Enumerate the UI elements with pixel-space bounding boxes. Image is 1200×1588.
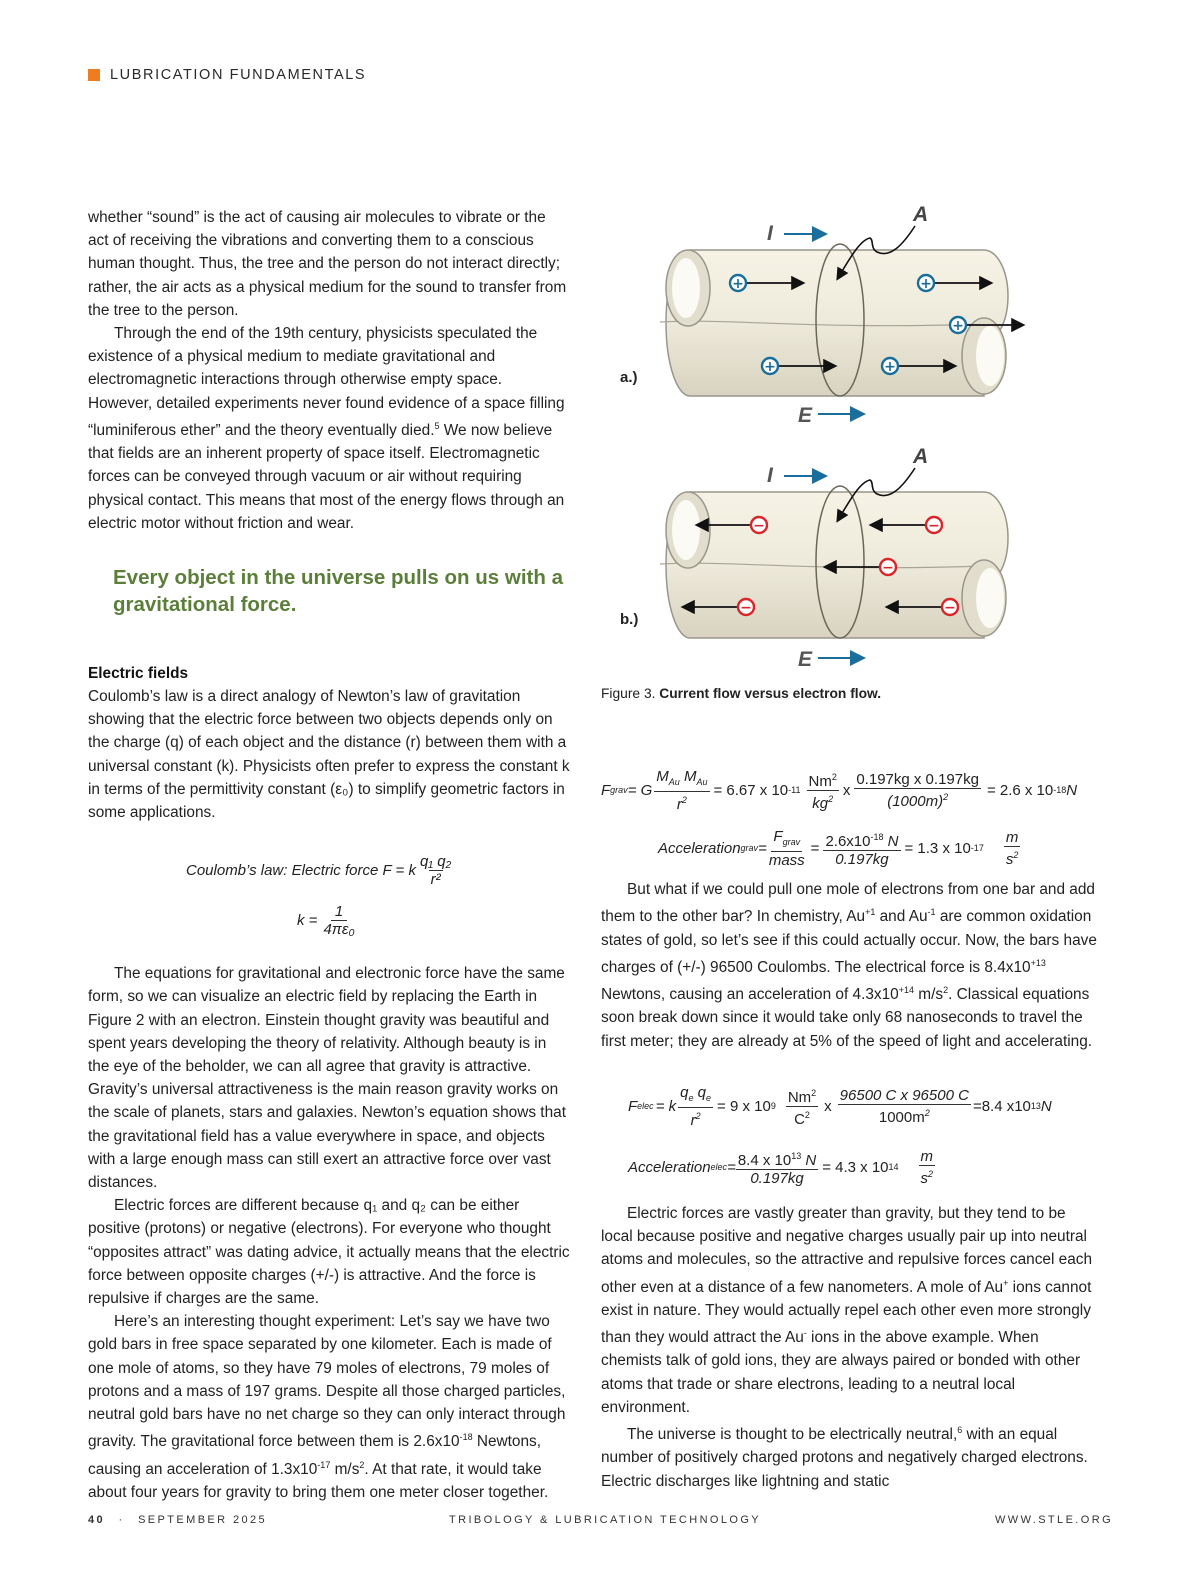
- paragraph: But what if we could pull one mole of electrons from one bar and add them to the other bar? In chemistry, $Au^{+1}$ and $Au^{-1}$ are common oxidation states of gold, so let’s see if this could actually occur. Now, the bars have charges of (+/-) 96500 Coulombs. The electrical force is $8.4x10^{+13}$ Newtons, causing an acceleration of $4.3x10^{+14}$ $m/s^2$. Classical equations soon break down since it would take only 68 nanoseconds to travel the first meter; they are already at 5% of the speed of light and accelerating.: [601, 881, 1097, 1050]
- svg-text:−: −: [753, 518, 765, 534]
- paragraph: Through the end of the 19th century, physicists speculated the existence of a physical medium to mediate gravitational and electromagnetic interactions through otherwise empty space. However, detailed experiments never found evidence of a space filling “luminiferous ether” and the theory eventually died.$^5$ We now believe that fields are an inherent property of space itself. Electromagnetic forces can be conveyed through vacuum or air without requiring physical contact. This means that most of the energy flows through an electric motor without friction and wear.: [88, 325, 565, 532]
- section-subheading: Electric fields: [88, 664, 189, 682]
- svg-text:−: −: [740, 600, 752, 616]
- panel-a-label: a.): [620, 369, 638, 386]
- field-label: E: [798, 648, 813, 671]
- footer-left: 40 · SEPTEMBER 2025: [88, 1514, 268, 1526]
- gravitational-force-equation: F grav = G $\frac{M_{Au} M_{Au}}{r^2}$ = 6.67 x 10 -11 $\frac{Nm^2}{kg^2}$ x $\frac{\text{0.197kg x 0.197kg}}{(1000m)^2}$ = 2.6 x 10 -18 N: [601, 767, 1078, 813]
- pull-quote: Every object in the universe pulls on us with a gravitational force.: [113, 565, 563, 616]
- publication-name: TRIBOLOGY & LUBRICATION TECHNOLOGY: [449, 1514, 762, 1526]
- svg-text:+: +: [732, 276, 744, 292]
- paragraph: Electric forces are different because q₁ and q₂ can be either positive (protons) or negative (electrons). For everyone who thought “opposites attract” was dating advice, it actually means that the electric force between opposite charges (+/-) is attractive. And the force is repulsive if charges are the same.: [88, 1197, 570, 1308]
- svg-text:+: +: [920, 276, 932, 292]
- current-label: I: [767, 222, 773, 245]
- website-link[interactable]: WWW.STLE.ORG: [995, 1514, 1114, 1526]
- paragraph: Here’s an interesting thought experiment: Let’s say we have two gold bars in free space separated by one kilometer. Each is made of one mole of atoms, so they have 79 moles of electrons, 79 moles of protons and a mass of 197 grams. Despite all those charged particles, neutral gold bars have no net charge so they can only interact through gravity. The gravitational force between them is $2.6x10^{-18}$ Newtons, causing an acceleration of $1.3x10^{-17}$ $m/s^2$. At that rate, it would take about four years for gravity to bring them one meter closer together.: [88, 1313, 566, 1501]
- paragraph: whether “sound” is the act of causing air molecules to vibrate or the act of receiving the vibrations and converting them to a conscious human thought. Thus, the tree and the person do not interact directly; rather, the air acts as a physical medium for the sound to transfer from the tree to the person.: [88, 209, 567, 319]
- current-label: I: [767, 464, 773, 487]
- section-header: [88, 66, 366, 84]
- section-marker: [88, 69, 100, 81]
- right-column-lower: [601, 1202, 1101, 1493]
- paragraph: Coulomb’s law is a direct analogy of Newton’s law of gravitation showing that the electric force between two objects depends only on the charge (q) of each object and the distance (r) between them with a universal constant (k). Physicists often prefer to express the constant k in terms of the permittivity constant (ε₀) to simplify geometric factors in some applications.: [88, 687, 570, 821]
- svg-text:+: +: [952, 318, 964, 334]
- svg-text:−: −: [882, 560, 894, 576]
- figure-3: [612, 196, 1082, 676]
- paragraph: The equations for gravitational and electronic force have the same form, so we can visualize an electric field by replacing the Earth in Figure 2 with an electron. Einstein thought gravity was beautiful and spent years developing the theory of relativity. Although beauty is in the eye of the beholder, we can all agree that gravity is attractive. Gravity’s universal attractiveness is the main reason gravity works on the scale of planets, stars and galaxies. Newton’s equation shows that the gravitational field has a value everywhere in space, and objects with a large enough mass can still exert an attractive force over vast distances.: [88, 965, 566, 1192]
- section-title: LUBRICATION FUNDAMENTALS: [110, 67, 367, 83]
- svg-text:−: −: [928, 518, 940, 534]
- svg-text:−: −: [944, 600, 956, 616]
- electric-force-equation: F elec = k $\frac{q_e q_e}{r^2}$ = 9 x 10 9 $\frac{Nm^2}{C^2}$ x $\frac{\text{96500 C x 96500 C}}{1000m^2}$ =8.4 x10 13 N: [628, 1083, 1052, 1129]
- current-vs-electron-flow-diagram: [612, 196, 1082, 676]
- svg-text:+: +: [764, 359, 776, 375]
- coulomb-equation: Coulomb’s law: Electric force F = k $\frac{\text{q₁ q₂}}{\text{r²}}$: [186, 852, 452, 888]
- page-number: 40: [88, 1514, 106, 1526]
- panel-a: [620, 203, 1022, 427]
- permittivity-equation: k = $\frac{1}{\text{4πε₀}}$: [297, 902, 355, 938]
- area-label: A: [913, 203, 929, 226]
- footnote-ref: 5: [434, 420, 440, 431]
- gravitational-acceleration-equation: Acceleration grav = $\frac{F_{grav}}{\text{mass}}$ = $\frac{2.6x10^{-18} N}{0.197kg}$ = 1.3 x 10 -17 $\frac{m}{s^2}$: [658, 827, 1019, 869]
- electric-acceleration-equation: Acceleration elec = $\frac{8.4 x 10^{13} N}{0.197kg}$ = 4.3 x 10 14 $\frac{m}{s^2}$: [628, 1147, 934, 1187]
- area-label: A: [913, 445, 929, 468]
- left-column: [88, 206, 570, 1504]
- panel-b: [620, 445, 1008, 671]
- field-label: E: [798, 404, 813, 427]
- paragraph: The universe is thought to be electrically neutral,$^6$ with an equal number of positively charged protons and negatively charged electrons. Electric discharges like lightning and static: [601, 1425, 1088, 1490]
- figure-caption: Figure 3. Current flow versus electron flow.: [601, 686, 882, 701]
- svg-text:+: +: [884, 359, 896, 375]
- right-column-upper: [601, 878, 1101, 1053]
- panel-b-label: b.): [620, 611, 639, 628]
- issue-date: SEPTEMBER 2025: [138, 1514, 268, 1526]
- paragraph: Electric forces are vastly greater than gravity, but they tend to be local because positive and negative charges usually pair up into neutral atoms and molecules, so the attractive and repulsive forces cancel each other even at a distance of a few nanometers. A mole of Au+ ions cannot exist in nature. They would actually repel each other even more strongly than they would attract the Au- ions in the above example. When chemists talk of gold ions, they are always paired or bonded with other atoms that trade or share electrons, leading to a neutral local environment.: [601, 1205, 1093, 1416]
